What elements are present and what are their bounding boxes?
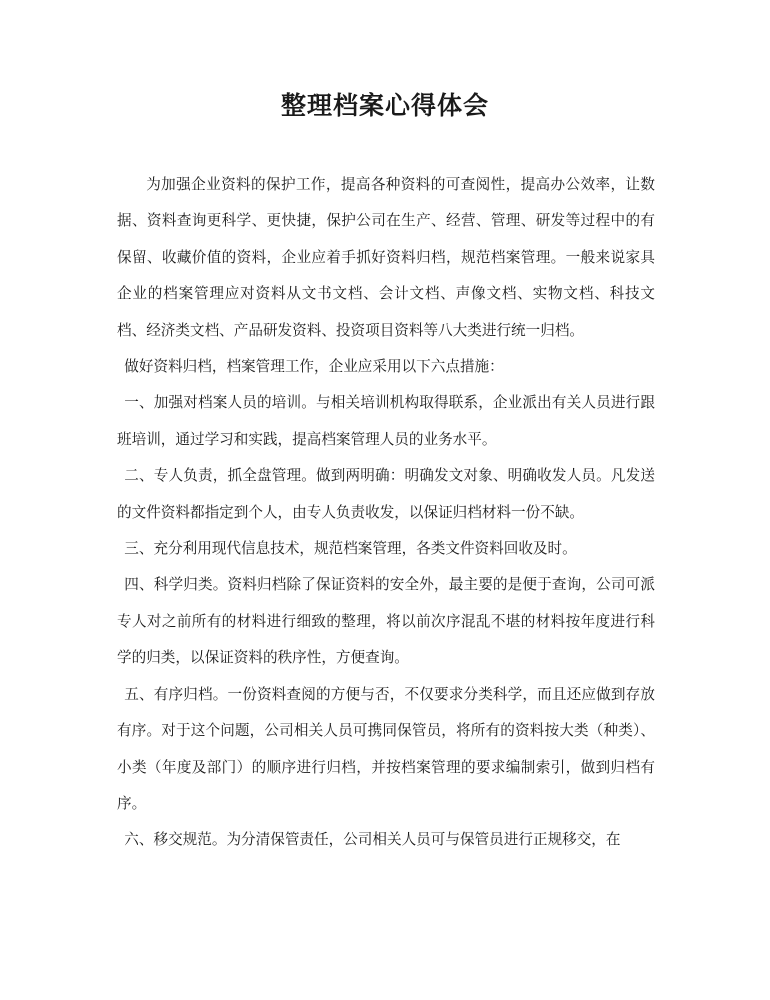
paragraph-measure-4: 四、科学归类。资料归档除了保证资料的安全外，最主要的是便于查询，公司可派专人对之前所有的材料进行细致的整理，将以前次序混乱不堪的材料按年度进行科学的归类，以保证资料的秩序性，方便查询。 (117, 576, 655, 667)
paragraph-intro: 为加强企业资料的保护工作，提高各种资料的可查阅性，提高办公效率，让数据、资料查询更科学、更快捷，保护公司在生产、经营、管理、研发等过程中的有保留、收藏价值的资料，企业应着手抓好资料归档，规范档案管理。一般来说家具企业的档案管理应对资料从文书文档、会计文档、声像文档、实物文档、科技文档、经济类文档、产品研发资料、投资项目资料等八大类进行统一归档。 (117, 176, 655, 339)
paragraph-measure-6: 六、移交规范。为分清保管责任，公司相关人员可与保管员进行正规移交，在 (124, 831, 621, 849)
paragraph-measure-5: 五、有序归档。一份资料查阅的方便与否，不仅要求分类科学，而且还应做到存放有序。对于这个问题，公司相关人员可携同保管员，将所有的资料按大类（种类）、小类（年度及部门）的顺序进行归档，并按档案管理的要求编制索引，做到归档有序。 (117, 685, 655, 812)
paragraph-measure-2: 二、专人负责，抓全盘管理。做到两明确：明确发文对象、明确收发人员。凡发送的文件资料都指定到个人，由专人负责收发，以保证归档材料一份不缺。 (117, 467, 655, 521)
paragraph-measure-3: 三、充分利用现代信息技术，规范档案管理，各类文件资料回收及时。 (124, 540, 577, 558)
paragraph-measure-1: 一、加强对档案人员的培训。与相关培训机构取得联系，企业派出有关人员进行跟班培训，通过学习和实践，提高档案管理人员的业务水平。 (117, 394, 655, 448)
document-title: 整理档案心得体会 (280, 91, 489, 120)
document-body (117, 167, 655, 859)
paragraph-measures-lead: 做好资料归档，档案管理工作，企业应采用以下六点措施： (124, 358, 504, 376)
